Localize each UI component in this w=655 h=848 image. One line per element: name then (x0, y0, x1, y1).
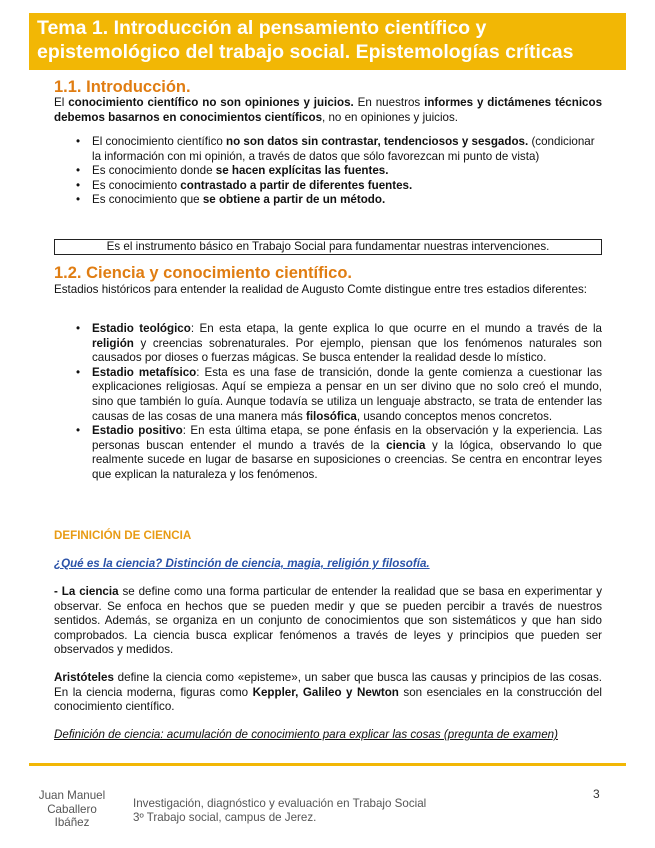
list-item: • Es conocimiento donde se hacen explícitas las fuentes. (54, 164, 602, 179)
footer-course: Investigación, diagnóstico y evaluación en Trabajo Social 3º Trabajo social, campus de Jerez. (133, 797, 427, 824)
definition-label: DEFINICIÓN DE CIENCIA (54, 529, 192, 542)
list-item: • Estadio metafísico: Esta es una fase de transición, donde la gente comienza a cuestionar las explicaciones religiosas. Aquí se empieza a pensar en un ser divino que no solo creó el mundo, sino que también lo guía. Aunque todavía se utiliza un lenguaje abstracto, se trata de entender las causas de las cosas de una manera más filosófica, usando conceptos menos concretos. (54, 366, 602, 424)
knowledge-bullet-list (54, 135, 602, 208)
aristotle-paragraph: Aristóteles define la ciencia como «episteme», un saber que busca las causas y principios de las cosas. En la ciencia moderna, figuras como Keppler, Galileo y Newton son esenciales en la construcción del conocimiento científico. (54, 671, 602, 714)
page-number: 3 (593, 787, 600, 801)
list-item: • Es conocimiento que se obtiene a partir de un método. (54, 193, 602, 208)
list-item: • Estadio positivo: En esta última etapa, se pone énfasis en la observación y la experiencia. Las personas buscan entender el mundo a través de la ciencia y la lógica, observando lo que realmente sucede en lugar de basarse en suposiciones o creencias. Se centra en encontrar leyes que explican la naturaleza y los fenómenos. (54, 424, 602, 482)
list-item: • Estadio teológico: En esta etapa, la gente explica lo que ocurre en el mundo a través de la religión y creencias sobrenaturales. Por ejemplo, piensan que los fenómenos naturales son causados por dioses o fuerzas mágicas. Se busca entender la realidad desde lo místico. (54, 322, 602, 366)
boxed-note: Es el instrumento básico en Trabajo Social para fundamentar nuestras intervenciones. (54, 239, 602, 255)
footer-divider (29, 763, 626, 766)
section-heading-ciencia: 1.2. Ciencia y conocimiento científico. (54, 264, 352, 282)
question-heading: ¿Qué es la ciencia? Distinción de ciencia, magia, religión y filosofía. (54, 557, 430, 570)
science-definition-paragraph: - La ciencia se define como una forma particular de entender la realidad que se basa en experimentar y observar. Se enfoca en hechos que se pueden medir y que se pueden percibir a través de nuestros sentidos. Además, se organiza en un conjunto de conocimientos que son sistemáticos y que han sido comprobados. La ciencia busca explicar fenómenos a través de leyes y principios que pueden ser observados y medidos. (54, 585, 602, 657)
intro-paragraph: El conocimiento científico no son opiniones y juicios. En nuestros informes y dictámenes técnicos debemos basarnos en conocimientos científicos, no en opiniones y juicios. (54, 96, 603, 124)
comte-intro-paragraph: Estadios históricos para entender la realidad de Augusto Comte distingue entre tres estadios diferentes: (54, 283, 587, 296)
title-banner (29, 13, 626, 70)
comte-stages-list (54, 322, 602, 483)
footer-author: Juan Manuel Caballero Ibáñez (38, 789, 106, 829)
section-heading-introduccion: 1.1. Introducción. (54, 78, 191, 96)
title-line-2: epistemológico del trabajo social. Epistemologías críticas (37, 41, 574, 63)
exam-note: Definición de ciencia: acumulación de conocimiento para explicar las cosas (pregunta de examen) (54, 728, 558, 741)
list-item: • El conocimiento científico no son datos sin contrastar, tendenciosos y sesgados. (condicionar la información con mi opinión, a través de datos que sólo favorezcan mi punto de vista) (54, 135, 602, 164)
title-line-1: Tema 1. Introducción al pensamiento científico y (37, 17, 487, 39)
list-item: • Es conocimiento contrastado a partir de diferentes fuentes. (54, 179, 602, 194)
